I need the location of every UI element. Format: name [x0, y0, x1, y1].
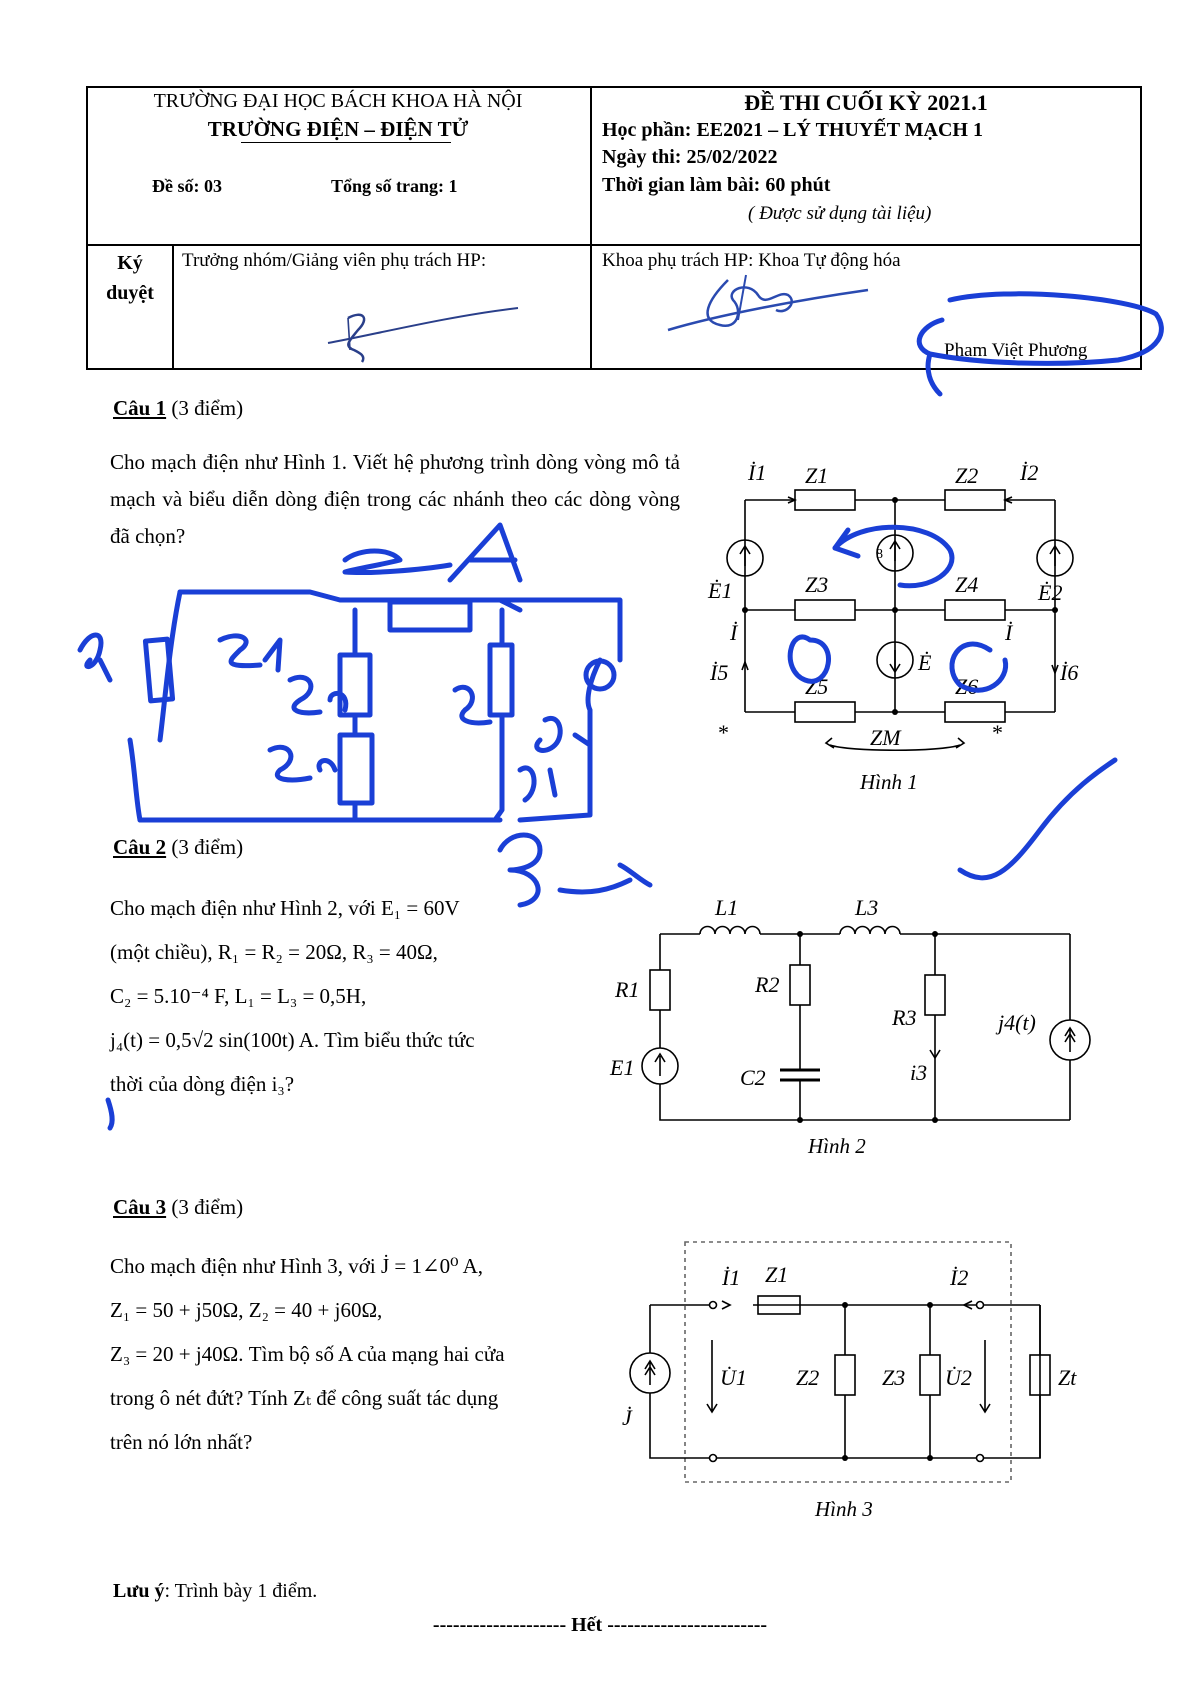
fig3-u1: U̇1	[720, 1365, 747, 1390]
end-line: -------------------- Hết ------------------------	[432, 1614, 768, 1636]
fig1-z3: Z3	[805, 572, 829, 597]
question-1-points: (3 điểm)	[171, 396, 244, 420]
fig1-i6: İ6	[1060, 660, 1079, 685]
university-name: TRƯỜNG ĐẠI HỌC BÁCH KHOA HÀ NỘI	[153, 90, 523, 112]
fig3-j: J̇	[622, 1405, 632, 1430]
note-label: Lưu ý	[113, 1580, 165, 1602]
question-2-line-5: thời của dòng điện i₃?	[110, 1072, 295, 1096]
exam-date: Ngày thi: 25/02/2022	[602, 146, 778, 168]
fig1-z1: Z1	[805, 463, 829, 488]
question-3-line-5: trên nó lớn nhất?	[110, 1430, 253, 1454]
fig2-r3: R3	[892, 1005, 917, 1030]
question-1-text: Cho mạch điện như Hình 1. Viết hệ phương trình dòng vòng mô tả mạch và biểu diễn dòng điện trong các nhánh theo các dòng vòng đã chọn?	[110, 450, 680, 548]
fig1-z4: Z4	[955, 572, 979, 597]
question-2-text	[110, 886, 600, 1106]
question-2-points: (3 điểm)	[171, 835, 244, 859]
group-lead-label: Trưởng nhóm/Giảng viên phụ trách HP:	[182, 250, 487, 271]
materials-note: ( Được sử dụng tài liệu)	[748, 203, 932, 224]
exam-duration: Thời gian làm bài: 60 phút	[602, 174, 831, 196]
figure-2-caption: Hình 2	[808, 1134, 866, 1158]
fig1-e2: Ė2	[1038, 580, 1063, 605]
question-2-title	[113, 835, 243, 860]
fig1-i3: İ	[730, 620, 738, 645]
exam-title: ĐỀ THI CUỐI KỲ 2021.1	[744, 90, 988, 115]
question-2-line-3: C₂ = 5.10⁻⁴ F, L₁ = L₃ = 0,5H,	[110, 984, 367, 1008]
question-3-points: (3 điểm)	[171, 1195, 244, 1219]
figure-1-caption: Hình 1	[860, 770, 918, 794]
course-name: Học phần: EE2021 – LÝ THUYẾT MẠCH 1	[602, 119, 983, 141]
figure-3-caption: Hình 3	[815, 1497, 873, 1521]
question-3-line-3: Z₃ = 20 + j40Ω. Tìm bộ số A của mạng hai cửa	[110, 1342, 505, 1366]
exam-code: Đề số: 03	[152, 176, 222, 196]
question-2-line-2: (một chiều), R₁ = R₂ = 20Ω, R₃ = 40Ω,	[110, 940, 438, 964]
fig2-i3: i3	[910, 1060, 928, 1085]
fig3-z3: Z3	[882, 1365, 906, 1390]
figure-2-circuit	[600, 880, 1120, 1130]
question-3-line-1: Cho mạch điện như Hình 3, với J̇ = 1∠0⁰ A,	[110, 1254, 483, 1278]
fig3-z2: Z2	[796, 1365, 820, 1390]
fig3-z1: Z1	[765, 1262, 789, 1287]
fig2-l1: L1	[715, 895, 739, 920]
question-3-line-4: trong ô nét đứt? Tính Zₜ để công suất tác dụng	[110, 1386, 499, 1410]
fig2-r1: R1	[615, 977, 640, 1002]
fig1-z5: Z5	[805, 674, 829, 699]
figure-3-circuit	[620, 1230, 1100, 1490]
fig2-c2: C2	[740, 1065, 766, 1090]
fig1-star-left: *	[718, 720, 729, 745]
question-3-text	[110, 1244, 610, 1464]
department-label: Khoa phụ trách HP: Khoa Tự động hóa	[602, 250, 901, 271]
fig1-j8: 8	[876, 547, 883, 562]
approval-label-line1: Ký	[117, 252, 143, 274]
fig2-r2: R2	[755, 972, 780, 997]
fig1-z2: Z2	[955, 463, 979, 488]
fig1-star-right: *	[992, 720, 1003, 745]
school-name: TRƯỜNG ĐIỆN – ĐIỆN TỬ	[207, 117, 469, 141]
fig3-i2: İ2	[950, 1265, 969, 1290]
approval-label-line2: duyệt	[106, 282, 154, 304]
fig1-zm: ZM	[870, 725, 901, 750]
question-2-line-1: Cho mạch điện như Hình 2, với E₁ = 60V	[110, 896, 460, 920]
question-1-label: Câu 1	[113, 396, 167, 420]
signer-name: Phạm Việt Phương	[944, 340, 1088, 361]
fig1-i5: İ5	[710, 660, 729, 685]
question-2-line-4: j₄(t) = 0,5√2 sin(100t) A. Tìm biểu thức tức	[110, 1028, 475, 1052]
fig3-i1: İ1	[722, 1265, 741, 1290]
fig3-zt: Zt	[1058, 1365, 1077, 1390]
question-3-label: Câu 3	[113, 1195, 167, 1219]
fig1-e3: Ė	[918, 650, 932, 675]
fig1-z6: Z6	[955, 674, 979, 699]
question-2-label: Câu 2	[113, 835, 167, 859]
fig2-e1: E1	[610, 1055, 635, 1080]
fig1-i4: İ	[1005, 620, 1013, 645]
question-3-title	[113, 1195, 243, 1220]
question-3-line-2: Z₁ = 50 + j50Ω, Z₂ = 40 + j60Ω,	[110, 1298, 383, 1322]
fig1-e1: Ė1	[708, 578, 733, 603]
fig3-u2: U̇2	[945, 1365, 972, 1390]
note-text: : Trình bày 1 điểm.	[164, 1580, 318, 1602]
fig2-j4: j4(t)	[998, 1010, 1036, 1035]
fig1-i2: İ2	[1020, 460, 1039, 485]
note	[113, 1580, 317, 1603]
total-pages: Tổng số trang: 1	[331, 176, 458, 196]
fig1-i1: İ1	[748, 460, 767, 485]
fig2-l3: L3	[855, 895, 879, 920]
